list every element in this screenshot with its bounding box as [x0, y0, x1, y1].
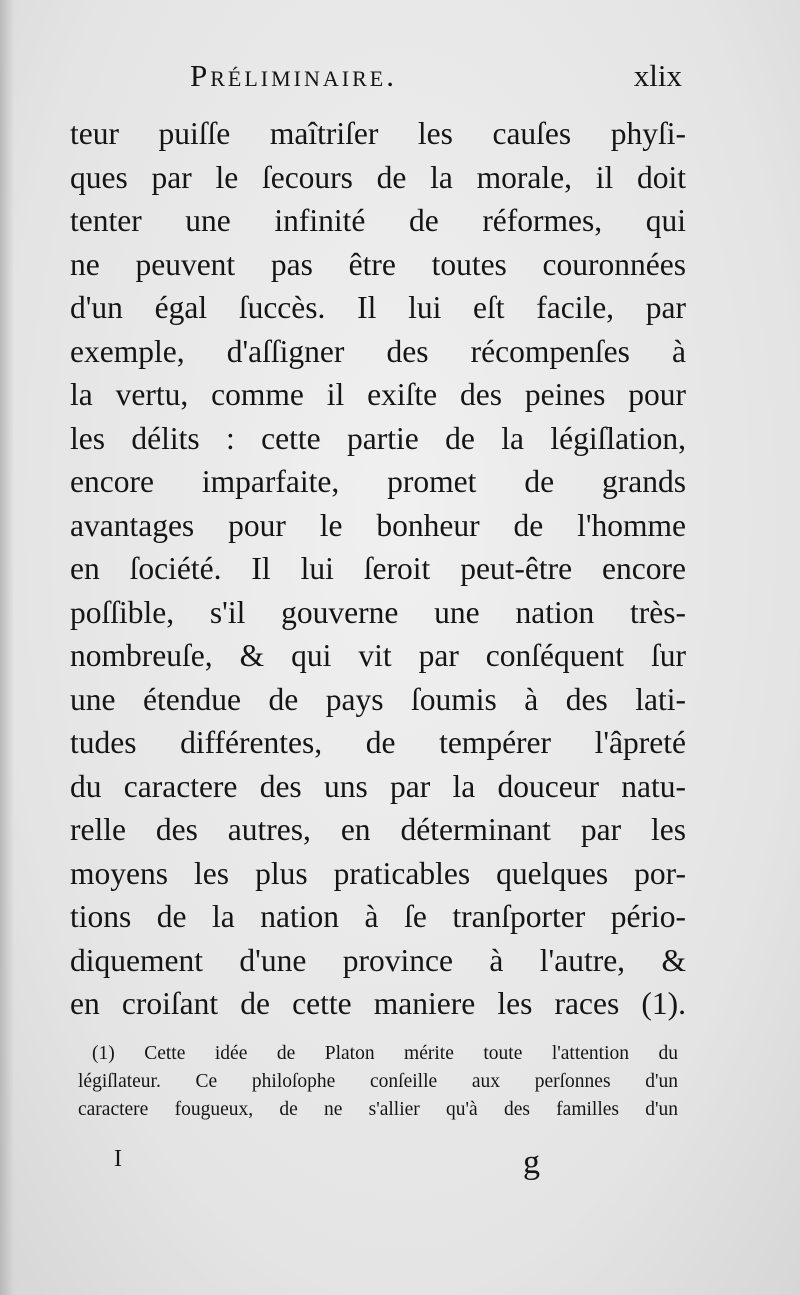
page-number: xlix — [633, 58, 682, 93]
footnote-line: caractere fougueux, de ne s'allier qu'à des familles d'un — [78, 1099, 678, 1120]
running-title: Préliminaire. — [190, 58, 397, 93]
body-text — [70, 112, 686, 1026]
sheet-number: I — [114, 1146, 122, 1172]
text-line: tions de la nation à ſe tranſporter pério- — [70, 899, 686, 934]
text-line: une étendue de pays ſoumis à des lati- — [70, 681, 686, 717]
footnote-line: légiſlateur. Ce philoſophe conſeille aux perſonnes d'un — [78, 1071, 678, 1092]
text-line: exemple, d'aſſigner des récompenſes à — [70, 333, 686, 369]
text-line: relle des autres, en déterminant par les — [70, 812, 686, 847]
text-line: tenter une infinité de réformes, qui — [70, 203, 686, 238]
text-line: diquement d'une province à l'autre, & — [70, 942, 686, 978]
footnote — [78, 1040, 678, 1124]
text-line: d'un égal ſuccès. Il lui eſt facile, par — [70, 290, 686, 325]
text-line: du caractere des uns par la douceur natu- — [70, 768, 686, 804]
text-line: les délits : cette partie de la légiſlation, — [70, 420, 686, 456]
text-line: poſſible, s'il gouverne une nation très- — [70, 594, 686, 630]
text-line: encore imparfaite, promet de grands — [70, 464, 686, 499]
text-line: teur puiſſe maîtriſer les cauſes phyſi- — [70, 116, 686, 151]
text-line: avantages pour le bonheur de l'homme — [70, 507, 686, 543]
signature-line — [110, 1146, 540, 1186]
text-line: ques par le ſecours de la morale, il doit — [70, 159, 686, 195]
text-line: tudes différentes, de tempérer l'âpreté — [70, 725, 686, 760]
gutter-shadow — [0, 0, 14, 1295]
text-line: en ſociété. Il lui ſeroit peut-être encore — [70, 551, 686, 586]
footnote-line: (1) Cette idée de Platon mérite toute l'attention du — [92, 1043, 678, 1064]
signature-mark: g — [523, 1144, 540, 1181]
text-line: la vertu, comme il exiſte des peines pour — [70, 377, 686, 412]
text-line: moyens les plus praticables quelques por- — [70, 855, 686, 891]
text-line: en croiſant de cette maniere les races (1). — [70, 986, 686, 1021]
running-head — [190, 58, 682, 106]
text-line: nombreuſe, & qui vit par conſéquent ſur — [70, 638, 686, 673]
text-line: ne peuvent pas être toutes couronnées — [70, 246, 686, 282]
